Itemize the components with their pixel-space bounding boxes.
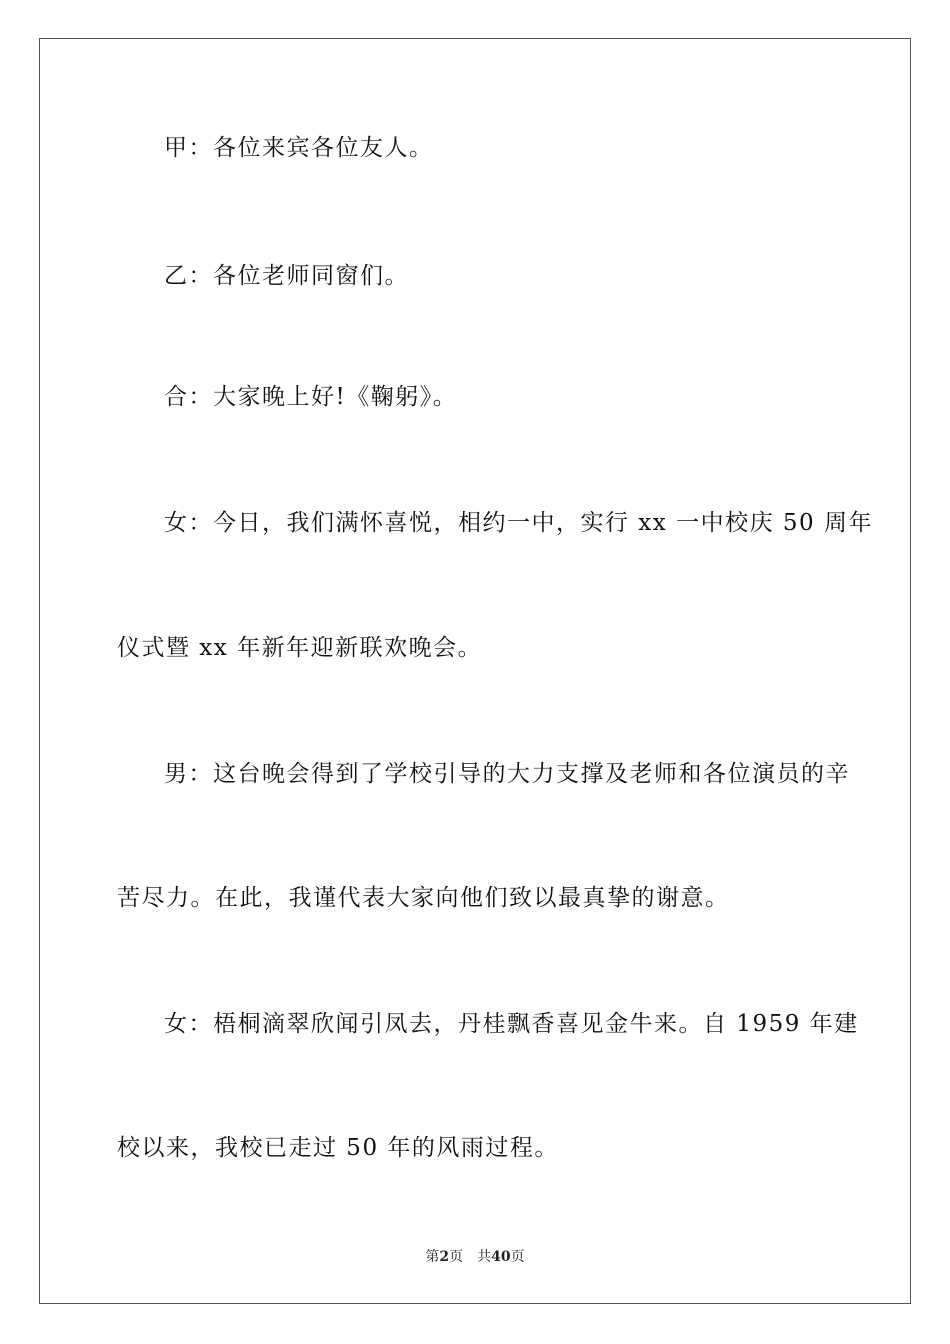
total-suffix: 页 [510, 1249, 525, 1265]
paragraph-line: 校以来，我校已走过 50 年的风雨过程。 [117, 1135, 559, 1161]
paragraph-line: 女：今日，我们满怀喜悦，相约一中，实行 xx 一中校庆 50 周年 [164, 510, 873, 536]
paragraph-line: 男：这台晚会得到了学校引导的大力支撑及老师和各位演员的辛 [164, 761, 850, 787]
page-suffix: 页 [449, 1249, 464, 1265]
paragraph-line: 仪式暨 xx 年新年迎新联欢晚会。 [117, 635, 483, 661]
page-prefix: 第 [425, 1249, 440, 1265]
page-border [39, 38, 911, 1304]
paragraph-line: 乙：各位老师同窗们。 [164, 263, 409, 289]
paragraph-line: 苦尽力。在此，我谨代表大家向他们致以最真挚的谢意。 [117, 885, 730, 911]
paragraph-line: 女：梧桐滴翠欣闻引凤去，丹桂飘香喜见金牛来。自 1959 年建 [164, 1011, 859, 1037]
paragraph-line: 合：大家晚上好!《鞠躬》。 [164, 384, 458, 410]
paragraph-line: 甲：各位来宾各位友人。 [164, 135, 434, 161]
total-pages: 40 [491, 1249, 511, 1265]
page-number: 2 [439, 1249, 450, 1265]
page-footer [0, 1247, 950, 1267]
total-prefix: 共 [477, 1249, 492, 1265]
